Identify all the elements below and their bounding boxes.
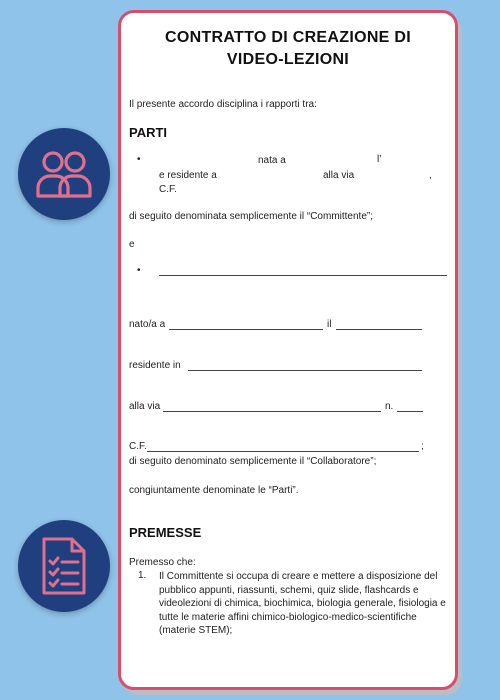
- party2-birthplace-line: [169, 329, 323, 330]
- contract-document: [118, 10, 458, 690]
- party2-alla-via: alla via: [129, 401, 161, 412]
- bullet: •: [137, 265, 141, 276]
- committente-text: di seguito denominata semplicemente il “Committente”;: [129, 211, 373, 222]
- people-icon-circle: [18, 128, 110, 220]
- party2-n: n.: [385, 401, 394, 412]
- party1-comma: ,: [429, 170, 432, 181]
- title-line-2: VIDEO-LEZIONI: [226, 51, 350, 68]
- party2-number-line: [397, 411, 423, 412]
- party1-cf: C.F.: [159, 184, 177, 195]
- people-icon: [34, 148, 94, 200]
- congiuntamente-text: congiuntamente denominate le “Parti”.: [129, 485, 299, 496]
- checklist-document-icon: [38, 535, 90, 597]
- party2-il: il: [327, 319, 332, 330]
- bullet: •: [137, 154, 141, 165]
- party1-via: alla via: [323, 170, 355, 181]
- premesso-che: Premesso che:: [129, 557, 196, 568]
- parti-heading: PARTI: [129, 125, 168, 140]
- party2-nato-a: nato/a a: [129, 319, 166, 330]
- party2-street-line: [163, 411, 381, 412]
- party2-name-line: [159, 275, 447, 276]
- party1-apostrophe: l’: [377, 154, 382, 165]
- party1-nata-a: nata a: [258, 155, 286, 166]
- document-title: [121, 27, 455, 71]
- party2-cf-line: [147, 451, 419, 452]
- premesse-heading: PREMESSE: [129, 525, 202, 540]
- party2-birthdate-line: [336, 329, 422, 330]
- party2-residente-in: residente in: [129, 360, 181, 371]
- and-text: e: [129, 239, 135, 250]
- party2-residence-line: [188, 370, 422, 371]
- list-item-text: Il Committente si occupa di creare e mettere a disposizione del pubblico appunti, riassunti, schemi, quiz slide, flashcards e videolezioni di chimica, biochimica, biologia generale, fisiologia e tutte le materie affini chimico-biologico-medico-scientifiche (materie STEM);: [159, 571, 446, 636]
- collaboratore-text: di seguito denominato semplicemente il “Collaboratore”;: [129, 456, 377, 467]
- checklist-icon-circle: [18, 520, 110, 612]
- intro-text: Il presente accordo disciplina i rapporti tra:: [129, 99, 317, 110]
- list-item-number: 1.: [138, 570, 147, 581]
- party2-cf: C.F.: [129, 441, 147, 452]
- party1-residente: e residente a: [159, 170, 217, 181]
- title-line-1: CONTRATTO DI CREAZIONE DI: [164, 29, 411, 46]
- party2-semicolon: ;: [421, 441, 424, 452]
